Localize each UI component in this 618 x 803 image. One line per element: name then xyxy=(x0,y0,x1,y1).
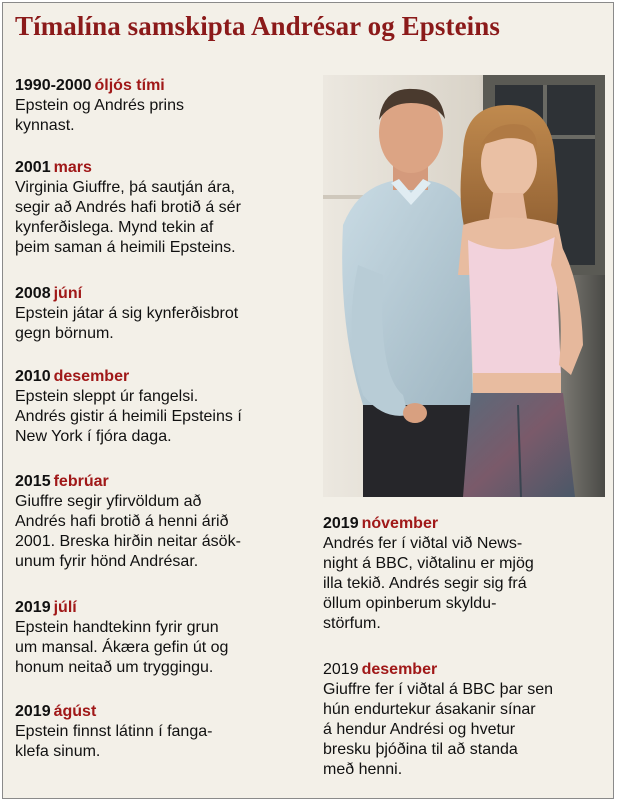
entry-line: segir að Andrés hafi brotið á sér xyxy=(15,199,241,216)
timeline-entry-2015-februar xyxy=(15,472,315,572)
entry-month: ágúst xyxy=(53,703,97,720)
entry-line: klefa sinum. xyxy=(15,743,101,760)
entry-month: desember xyxy=(53,368,130,385)
entry-year: 2015 xyxy=(15,473,51,490)
entry-line: New York í fjóra daga. xyxy=(15,428,172,445)
entry-text xyxy=(15,178,315,258)
entry-line: Giuffre fer í viðtal á BBC þar sen xyxy=(323,681,554,698)
entry-year: 2010 xyxy=(15,368,51,385)
entry-heading xyxy=(15,76,315,96)
entry-line: störfum. xyxy=(323,615,381,632)
entry-text xyxy=(15,722,315,762)
timeline-panel xyxy=(2,2,614,799)
entry-line: Epstein játar á sig kynferðisbrot xyxy=(15,305,239,322)
entry-line: Andrés hafi brotið á henni árið xyxy=(15,513,229,530)
entry-year: 2019 xyxy=(323,515,359,532)
entry-year: 2008 xyxy=(15,285,51,302)
entry-heading xyxy=(15,367,315,387)
entry-text xyxy=(15,492,315,572)
entry-line: gegn börnum. xyxy=(15,325,114,342)
page-title: Tímalína samskipta Andrésar og Epsteins xyxy=(15,11,500,41)
entry-heading xyxy=(15,472,315,492)
entry-line: með henni. xyxy=(323,761,403,778)
entry-heading xyxy=(323,514,608,534)
entry-line: Epstein sleppt úr fangelsi. xyxy=(15,388,199,405)
entry-year: 2019 xyxy=(323,661,359,678)
entry-heading xyxy=(15,158,315,178)
entry-heading xyxy=(15,284,315,304)
entry-text xyxy=(15,304,315,344)
entry-heading xyxy=(323,660,608,680)
entry-line: Epstein finnst látinn í fanga- xyxy=(15,723,213,740)
entry-line: night á BBC, viðtalinu er mjög xyxy=(323,555,534,572)
entry-month: júní xyxy=(53,285,83,302)
entry-text xyxy=(323,680,608,780)
timeline-entry-1990-2000 xyxy=(15,76,315,136)
entry-line: illa tekið. Andrés segir sig frá xyxy=(323,575,527,592)
entry-year: 1990-2000 xyxy=(15,77,92,94)
entry-text xyxy=(15,387,315,447)
entry-month: mars xyxy=(53,159,92,176)
entry-line: hún endurtekur ásakanir sínar xyxy=(323,701,536,718)
entry-month: desember xyxy=(361,661,438,678)
entry-year: 2001 xyxy=(15,159,51,176)
entry-line: Epstein handtekinn fyrir grun xyxy=(15,619,219,636)
entry-year: 2019 xyxy=(15,703,51,720)
entry-line: þeim saman á heimili Epsteins. xyxy=(15,239,236,256)
entry-line: á hendur Andrési og hvetur xyxy=(323,721,516,738)
entry-month: nóvember xyxy=(361,515,439,532)
entry-line: Giuffre segir yfirvöldum að xyxy=(15,493,202,510)
timeline-entry-2008-juni xyxy=(15,284,315,344)
entry-line: Epstein og Andrés prins xyxy=(15,97,184,114)
entry-line: Andrés fer í viðtal við News- xyxy=(323,535,523,552)
photo-illustration xyxy=(323,75,605,497)
timeline-entry-2019-agust xyxy=(15,702,315,762)
entry-month: júlí xyxy=(53,599,77,616)
timeline-entry-2019-november xyxy=(323,514,608,634)
entry-text xyxy=(15,618,315,678)
entry-line: um mansal. Ákæra gefin út og xyxy=(15,639,229,656)
entry-line: bresku þjóðina til að standa xyxy=(323,741,518,758)
timeline-entry-2001-mars xyxy=(15,158,315,258)
entry-line: öllum opinberum skyldu- xyxy=(323,595,497,612)
entry-line: Andrés gistir á heimili Epsteins í xyxy=(15,408,242,425)
entry-text xyxy=(15,96,315,136)
entry-line: kynferðislega. Mynd tekin af xyxy=(15,219,214,236)
timeline-entry-2010-desember xyxy=(15,367,315,447)
entry-text xyxy=(323,534,608,634)
entry-line: kynnast. xyxy=(15,117,75,134)
timeline-entry-2019-juli xyxy=(15,598,315,678)
entry-heading xyxy=(15,598,315,618)
entry-line: honum neitað um tryggingu. xyxy=(15,659,214,676)
entry-line: 2001. Breska hirðin neitar ásök- xyxy=(15,533,241,550)
entry-month: óljós tími xyxy=(94,77,165,94)
entry-line: unum fyrir hönd Andrésar. xyxy=(15,553,199,570)
entry-year: 2019 xyxy=(15,599,51,616)
entry-heading xyxy=(15,702,315,722)
timeline-entry-2019-desember xyxy=(323,660,608,780)
photo xyxy=(323,75,605,497)
entry-month: febrúar xyxy=(53,473,109,490)
entry-line: Virginia Giuffre, þá sautján ára, xyxy=(15,179,235,196)
